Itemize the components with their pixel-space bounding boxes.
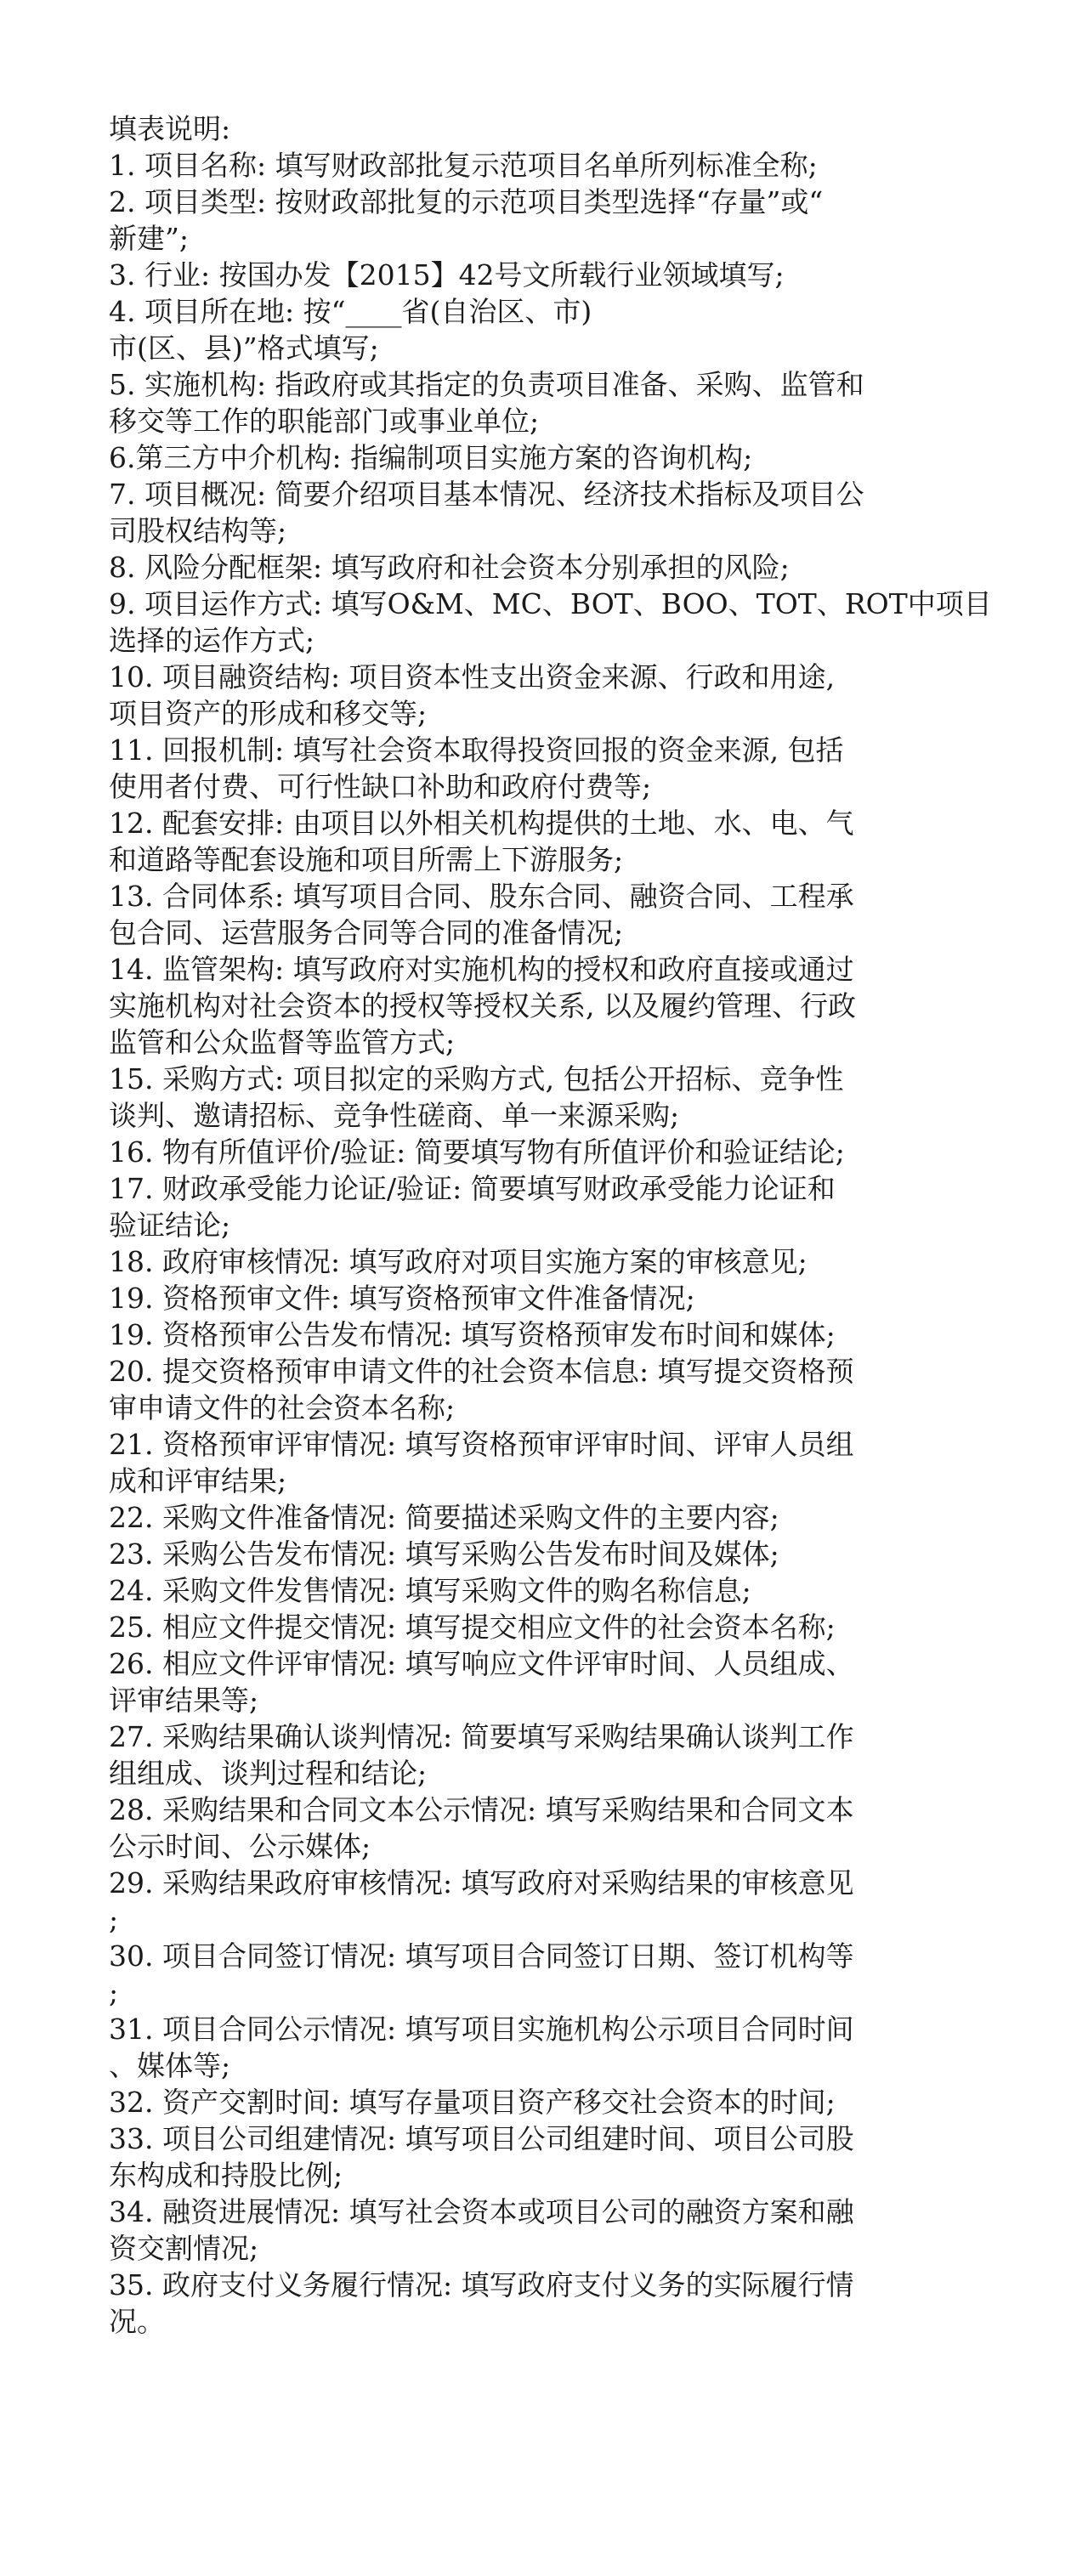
instruction-line: 34. 融资进展情况: 填写社会资本或项目公司的融资方案和融	[109, 2195, 854, 2228]
instruction-line: 谈判、邀请招标、竞争性磋商、单一来源采购;	[109, 1099, 680, 1132]
instruction-line: 12. 配套安排: 由项目以外相关机构提供的土地、水、电、气	[109, 807, 854, 840]
instruction-line: 和道路等配套设施和项目所需上下游服务;	[109, 843, 624, 876]
instruction-line: 32. 资产交割时间: 填写存量项目资产移交社会资本的时间;	[109, 2086, 836, 2119]
instruction-line: 9. 项目运作方式: 填写O&M、MC、BOT、BOO、TOT、ROT中项目	[109, 587, 992, 620]
instruction-line: 1. 项目名称: 填写财政部批复示范项目名单所列标准全称;	[109, 149, 818, 182]
instruction-line: 22. 采购文件准备情况: 简要描述采购文件的主要内容;	[109, 1501, 779, 1534]
instruction-line: 5. 实施机构: 指政府或其指定的负责项目准备、采购、监管和	[109, 368, 864, 401]
instruction-line: 27. 采购结果确认谈判情况: 简要填写采购结果确认谈判工作	[109, 1720, 854, 1753]
instructions-document	[109, 110, 1001, 2340]
instruction-list	[109, 147, 1001, 2340]
instruction-line: 监管和公众监督等监管方式;	[109, 1026, 456, 1059]
instruction-line: 15. 采购方式: 项目拟定的采购方式, 包括公开招标、竞争性	[109, 1062, 844, 1096]
instruction-line: 30. 项目合同签订情况: 填写项目合同签订日期、签订机构等	[109, 1939, 854, 1973]
instruction-line: 实施机构对社会资本的授权等授权关系, 以及履约管理、行政	[109, 989, 856, 1022]
instruction-line: 10. 项目融资结构: 项目资本性支出资金来源、行政和用途,	[109, 660, 836, 694]
instruction-line: 2. 项目类型: 按财政部批复的示范项目类型选择“存量”或“	[109, 185, 824, 218]
instruction-line: 8. 风险分配框架: 填写政府和社会资本分别承担的风险;	[109, 551, 790, 584]
instruction-line: ;	[109, 1903, 119, 1936]
instruction-line: 17. 财政承受能力论证/验证: 简要填写财政承受能力论证和	[109, 1172, 836, 1205]
instruction-line: 20. 提交资格预审申请文件的社会资本信息: 填写提交资格预	[109, 1355, 854, 1388]
instruction-line: 18. 政府审核情况: 填写政府对项目实施方案的审核意见;	[109, 1245, 808, 1278]
instruction-line: 新建”;	[109, 222, 189, 255]
instruction-line: 29. 采购结果政府审核情况: 填写政府对采购结果的审核意见	[109, 1866, 854, 1899]
instruction-line: 26. 相应文件评审情况: 填写响应文件评审时间、人员组成、	[109, 1647, 854, 1680]
instruction-line: 项目资产的形成和移交等;	[109, 697, 428, 730]
instruction-line: 公示时间、公示媒体;	[109, 1830, 371, 1863]
instruction-line: 31. 项目合同公示情况: 填写项目实施机构公示项目合同时间	[109, 2013, 854, 2046]
instruction-line: 包合同、运营服务合同等合同的准备情况;	[109, 916, 624, 949]
instruction-line: 7. 项目概况: 简要介绍项目基本情况、经济技术指标及项目公	[109, 478, 864, 511]
document-heading: 填表说明:	[109, 112, 231, 145]
instruction-line: 13. 合同体系: 填写项目合同、股东合同、融资合同、工程承	[109, 880, 854, 913]
instruction-line: 东构成和持股比例;	[109, 2159, 343, 2192]
instruction-line: 25. 相应文件提交情况: 填写提交相应文件的社会资本名称;	[109, 1611, 836, 1644]
instruction-line: 成和评审结果;	[109, 1464, 287, 1497]
instruction-line: 选择的运作方式;	[109, 624, 315, 657]
instruction-line: 、媒体等;	[109, 2049, 231, 2082]
instruction-line: 评审结果等;	[109, 1684, 259, 1717]
instruction-line: 28. 采购结果和合同文本公示情况: 填写采购结果和合同文本	[109, 1793, 854, 1826]
instruction-line: 35. 政府支付义务履行情况: 填写政府支付义务的实际履行情	[109, 2268, 854, 2301]
instruction-line: 16. 物有所值评价/验证: 简要填写物有所值评价和验证结论;	[109, 1135, 845, 1169]
instruction-line: 21. 资格预审评审情况: 填写资格预审评审时间、评审人员组	[109, 1428, 854, 1461]
instruction-line: 审申请文件的社会资本名称;	[109, 1391, 456, 1424]
instruction-line: 11. 回报机制: 填写社会资本取得投资回报的资金来源, 包括	[109, 733, 844, 767]
instruction-line: 资交割情况;	[109, 2232, 259, 2265]
instruction-line: 移交等工作的职能部门或事业单位;	[109, 405, 540, 438]
instruction-line: 14. 监管架构: 填写政府对实施机构的授权和政府直接或通过	[109, 953, 854, 986]
instruction-line: 24. 采购文件发售情况: 填写采购文件的购名称信息;	[109, 1574, 751, 1607]
instruction-line: 4. 项目所在地: 按“____省(自治区、市)	[109, 295, 592, 328]
instruction-line: 3. 行业: 按国办发【2015】42号文所载行业领域填写;	[109, 258, 785, 292]
instruction-line: 市(区、县)”格式填写;	[109, 331, 379, 365]
instruction-line: 6.第三方中介机构: 指编制项目实施方案的咨询机构;	[109, 441, 753, 474]
instruction-line: 司股权结构等;	[109, 514, 287, 547]
instruction-line: 19. 资格预审文件: 填写资格预审文件准备情况;	[109, 1282, 695, 1315]
instruction-line: 使用者付费、可行性缺口补助和政府付费等;	[109, 770, 652, 803]
instruction-line: 19. 资格预审公告发布情况: 填写资格预审发布时间和媒体;	[109, 1318, 836, 1351]
instruction-line: ;	[109, 1976, 119, 2009]
instruction-line: 验证结论;	[109, 1209, 231, 1242]
instruction-line: 33. 项目公司组建情况: 填写项目公司组建时间、项目公司股	[109, 2122, 854, 2155]
instruction-line: 况。	[109, 2305, 165, 2338]
instruction-line: 组组成、谈判过程和结论;	[109, 1757, 428, 1790]
instruction-line: 23. 采购公告发布情况: 填写采购公告发布时间及媒体;	[109, 1537, 779, 1571]
